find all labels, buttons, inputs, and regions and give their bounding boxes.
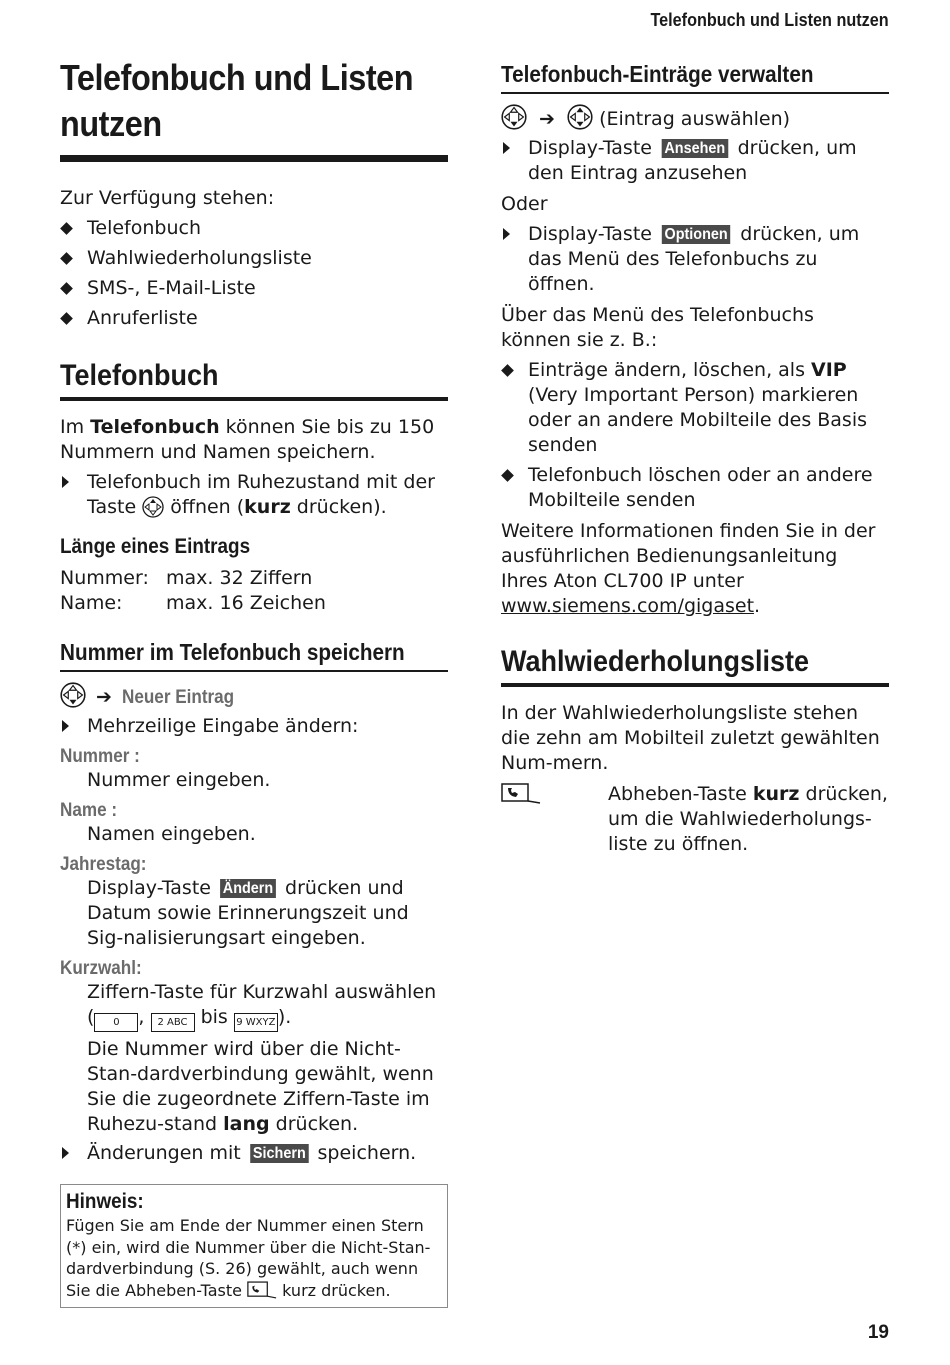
list-item: Einträge ändern, löschen, als VIP (Very Important Person) markieren oder an andere Mobilteile des Basis senden (501, 358, 889, 458)
hint-title: Hinweis: (66, 1190, 144, 1213)
page-number: 19 (867, 1322, 889, 1343)
telefonbuch-step: Telefonbuch im Ruhezustand mit der Taste öffnen (kurz drücken). (60, 470, 448, 520)
nav-step: ➔ (Eintrag auswählen) (501, 104, 889, 132)
menu-path (60, 682, 448, 710)
speichern-step2: Änderungen mit Sichern speichern. (60, 1141, 448, 1166)
list-item: Anruferliste (60, 306, 448, 331)
field-kurzwahl-text: Ziffern-Taste für Kurzwahl auswählen ( 0 , 2 ABC bis 9 WXYZ ). Die Nummer wird über die Nicht-Stan-dardverbindung gewählt, wenn Sie die zugeordnete Ziffern-Taste im Ruhezu-stand lang drücken. (87, 981, 437, 1135)
step-arrow-icon (503, 142, 510, 154)
digit-key-2: 2 ABC (151, 1013, 195, 1032)
display-key-sichern: Sichern (250, 1144, 308, 1163)
nav-key-icon (501, 104, 527, 130)
page-title: Telefonbuch und Listen nutzen (60, 57, 414, 144)
table-row: Name: max. 16 Zeichen (60, 592, 326, 614)
wahlwiederholung-step: Abheben-Taste kurz drücken, um die Wahlwiederholungs-liste zu öffnen. (501, 782, 889, 857)
list-item: Wahlwiederholungsliste (60, 246, 448, 271)
right-column (501, 60, 889, 857)
verwalten-step1: Display-Taste Ansehen drücken, um den Eintrag anzusehen (501, 136, 889, 186)
section-rule (501, 683, 889, 687)
display-key-aendern: Ändern (220, 879, 276, 898)
section-rule (60, 670, 448, 672)
left-column (60, 55, 448, 1308)
title-rule (60, 155, 448, 162)
field-jahrestag-text: Display-Taste Ändern drücken und Datum sowie Erinnerungszeit und Sig-nalisierungsart eingeben. (87, 877, 409, 949)
menu-intro: Über das Menü des Telefonbuchs können sie z. B.: (501, 304, 814, 351)
subheading-laenge: Länge eines Eintrags (60, 535, 251, 558)
digit-key-9: 9 WXYZ (234, 1013, 278, 1032)
bullet-diamond-icon (60, 222, 73, 235)
step-arrow-icon (62, 1147, 69, 1159)
table-row: Nummer: max. 32 Ziffern (60, 567, 313, 589)
step-arrow-icon (503, 228, 510, 240)
field-name-label: Name : (60, 800, 118, 821)
running-header: Telefonbuch und Listen nutzen (650, 10, 889, 30)
digit-key-0: 0 (94, 1013, 138, 1032)
bullet-diamond-icon (501, 364, 514, 377)
section-heading-speichern: Nummer im Telefonbuch speichern (60, 639, 405, 665)
field-name-text: Namen eingeben. (87, 823, 256, 845)
bullet-diamond-icon (60, 282, 73, 295)
section-heading-wahlwiederholung: Wahlwiederholungsliste (501, 645, 810, 678)
list-item: SMS-, E-Mail-Liste (60, 276, 448, 301)
field-nummer-text: Nummer eingeben. (87, 769, 271, 791)
bullet-diamond-icon (501, 469, 514, 482)
nav-key-icon (60, 682, 86, 708)
more-info-text: Weitere Informationen finden Sie in der ausführlichen Bedienungsanleitung Ihres Aton CL700 IP unter www.siemens.com/gigaset. (501, 520, 876, 617)
oder-text: Oder (501, 193, 548, 215)
display-key-ansehen: Ansehen (662, 139, 728, 158)
gigaset-link[interactable]: www.siemens.com/gigaset (501, 595, 755, 617)
nav-key-icon (142, 496, 164, 518)
wahlwiederholung-paragraph: In der Wahlwiederholungsliste stehen die zehn am Mobilteil zuletzt gewählten Num-mern. (501, 702, 880, 774)
step-arrow-icon (62, 720, 69, 732)
field-jahrestag-label: Jahrestag: (60, 854, 147, 875)
list-item: Telefonbuch (60, 216, 448, 241)
section-rule (60, 397, 448, 401)
list-item: Telefonbuch löschen oder an andere Mobilteile senden (501, 463, 889, 513)
talk-key-icon (247, 1281, 277, 1299)
arrow-right-icon: ➔ (96, 686, 112, 708)
section-heading-telefonbuch: Telefonbuch (60, 359, 219, 392)
field-nummer-label: Nummer : (60, 746, 140, 767)
nav-key-icon (567, 104, 593, 130)
menu-item-label: Neuer Eintrag (122, 687, 235, 708)
telefonbuch-paragraph: Im Telefonbuch können Sie bis zu 150 Nummern und Namen speichern. (60, 416, 435, 463)
display-key-optionen: Optionen (662, 225, 731, 244)
intro-text: Zur Verfügung stehen: (60, 187, 275, 209)
talk-key-icon (501, 782, 541, 804)
field-kurzwahl-label: Kurzwahl: (60, 958, 142, 979)
section-rule (501, 92, 889, 94)
arrow-right-icon: ➔ (539, 108, 555, 130)
step-arrow-icon (62, 476, 69, 488)
verwalten-step2: Display-Taste Optionen drücken, um das Menü des Telefonbuchs zu öffnen. (501, 222, 889, 297)
bullet-diamond-icon (60, 312, 73, 325)
hint-text: Fügen Sie am Ende der Nummer einen Stern (*) ein, wird die Nummer über die Nicht-Stan-dardverbindung (S. 26) gewählt, auch wenn Sie die Abheben-Taste kurz drücken. (66, 1216, 431, 1300)
available-lists (60, 216, 448, 331)
bullet-diamond-icon (60, 252, 73, 265)
section-heading-verwalten: Telefonbuch-Einträge verwalten (501, 61, 814, 87)
hint-box (60, 1184, 448, 1308)
speichern-step1: Mehrzeilige Eingabe ändern: (60, 714, 448, 739)
laenge-table (60, 566, 448, 616)
